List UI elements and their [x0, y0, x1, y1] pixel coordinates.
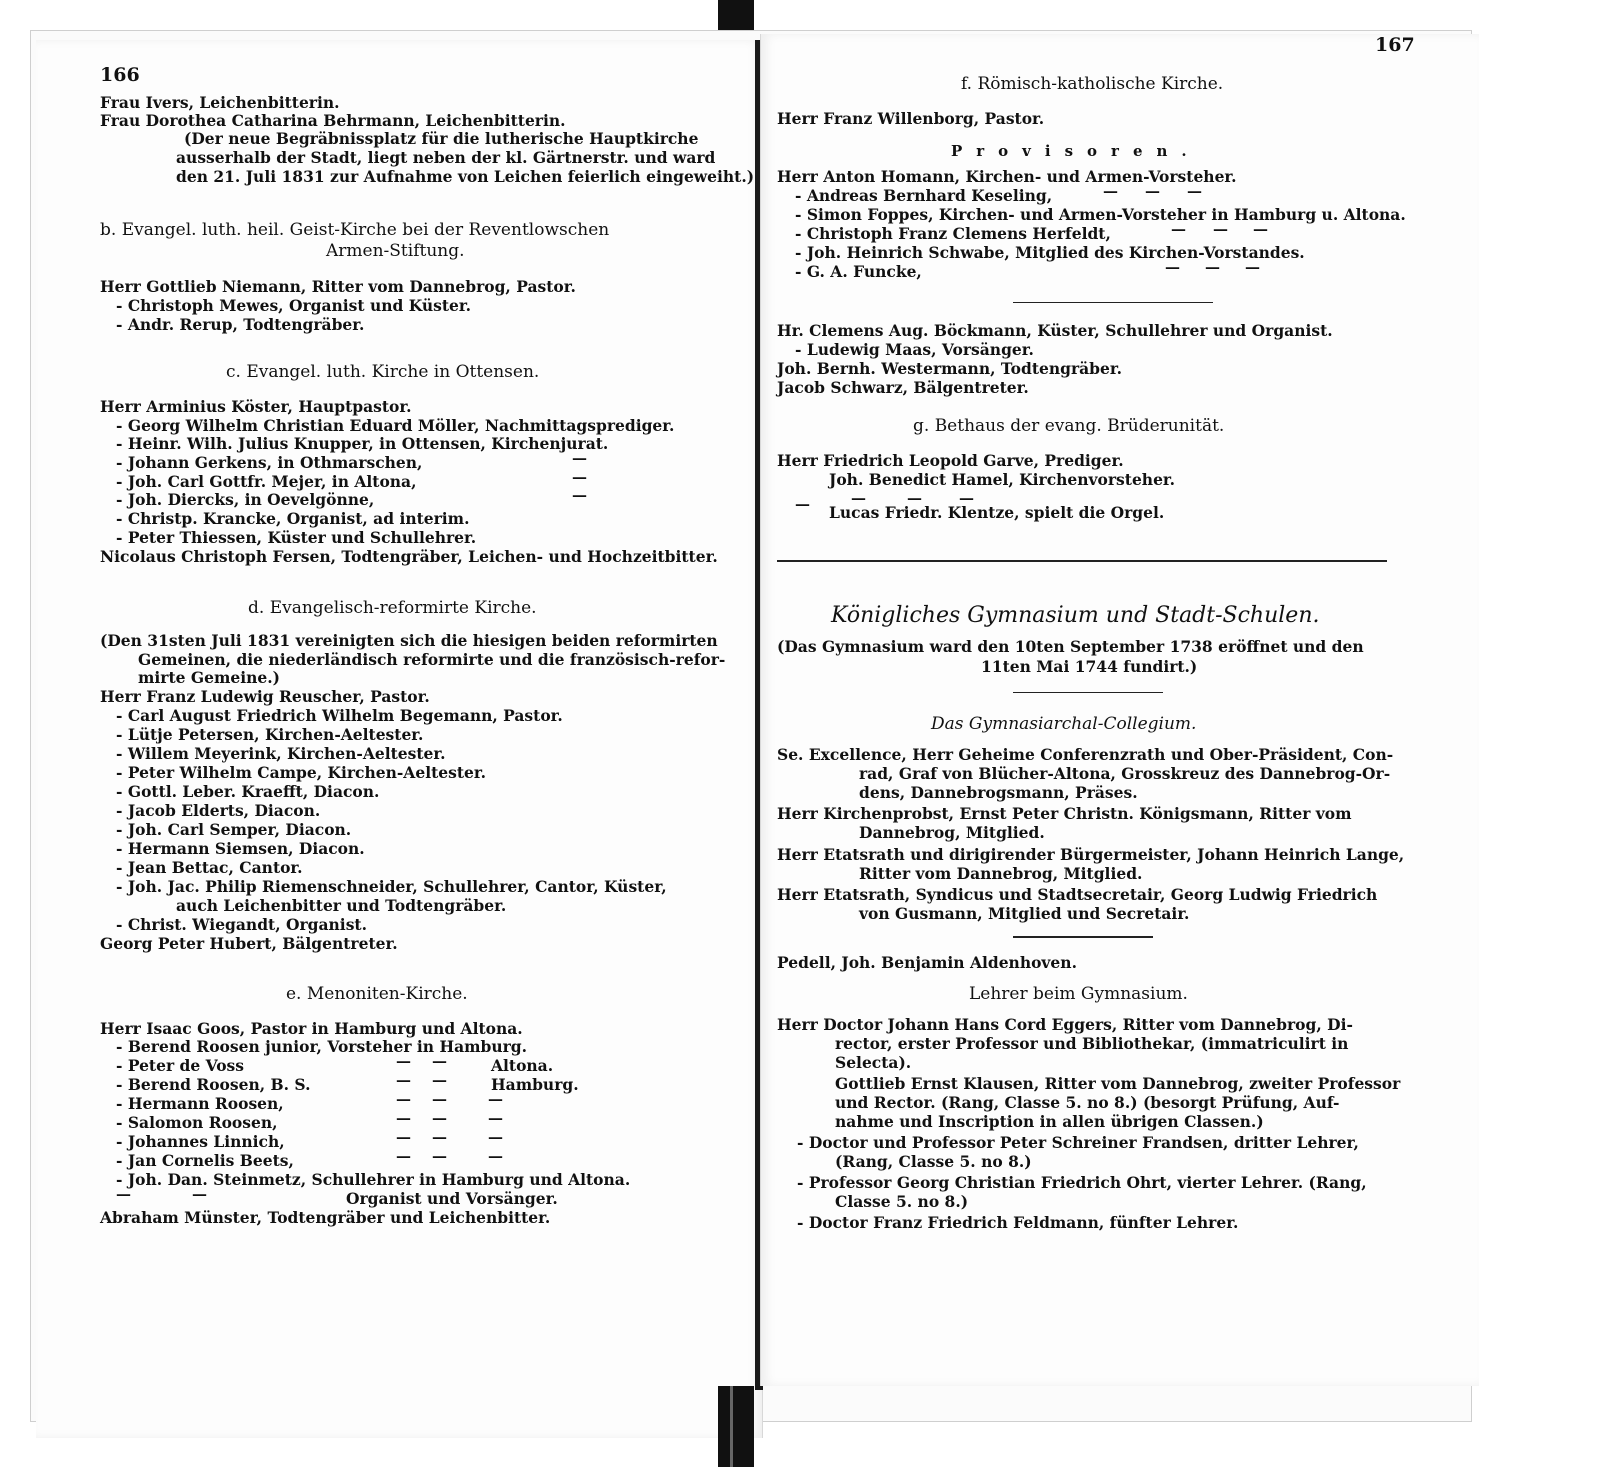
- entry: - Joh. Diercks, in Oevelgönne,: [116, 490, 375, 509]
- text-line: (Der neue Begräbnissplatz für die lutherische Hauptkirche: [184, 129, 699, 148]
- ditto-mark: —: [572, 486, 587, 504]
- entry: - Andreas Bernhard Keseling,: [795, 186, 1053, 205]
- ditto-mark: —: [396, 1128, 411, 1146]
- entry: - Andr. Rerup, Todtengräber.: [116, 315, 365, 334]
- text-line: Frau Ivers, Leichenbitterin.: [100, 93, 340, 112]
- entry: - Georg Wilhelm Christian Eduard Möller, Nachmittagsprediger.: [116, 416, 675, 435]
- entry: - Doctor und Professor Peter Schreiner Frandsen, dritter Lehrer,: [797, 1133, 1359, 1152]
- entry: Herr Doctor Johann Hans Cord Eggers, Ritter vom Dannebrog, Di-: [777, 1015, 1353, 1034]
- note-line: mirte Gemeine.): [138, 668, 280, 687]
- ditto-mark: —: [851, 489, 866, 507]
- entry: rad, Graf von Blücher-Altona, Grosskreuz des Dannebrog-Or-: [859, 764, 1391, 783]
- entry: Herr Etatsrath und dirigirender Bürgermeister, Johann Heinrich Lange,: [777, 845, 1405, 864]
- entry: - Jean Bettac, Cantor.: [116, 858, 303, 877]
- entry: - Hermann Roosen,: [116, 1094, 284, 1113]
- entry: - Salomon Roosen,: [116, 1113, 278, 1132]
- entry: Classe 5. no 8.): [835, 1192, 969, 1211]
- entry: - Johann Gerkens, in Othmarschen,: [116, 453, 423, 472]
- ditto-mark: —: [1205, 258, 1220, 276]
- entry: Herr Gottlieb Niemann, Ritter vom Dannebrog, Pastor.: [100, 277, 576, 296]
- entry: Joh. Bernh. Westermann, Todtengräber.: [777, 359, 1122, 378]
- place-ditto: Altona.: [491, 1056, 554, 1075]
- entry: auch Leichenbitter und Todtengräber.: [176, 896, 507, 915]
- entry: - Joh. Dan. Steinmetz, Schullehrer in Hamburg und Altona.: [116, 1170, 631, 1189]
- ditto-mark: —: [1213, 220, 1228, 238]
- section-heading: g. Bethaus der evang. Brüderunität.: [913, 416, 1225, 436]
- page-number: 166: [100, 64, 140, 86]
- ditto-mark: —: [1253, 220, 1268, 238]
- entry: - G. A. Funcke,: [795, 262, 922, 281]
- entry: Herr Anton Homann, Kirchen- und Armen-Vorsteher.: [777, 167, 1237, 186]
- text-line: den 21. Juli 1831 zur Aufnahme von Leichen feierlich eingeweiht.): [176, 167, 755, 186]
- ditto-mark: —: [432, 1109, 447, 1127]
- ditto-mark: —: [1145, 182, 1160, 200]
- entry: - Christoph Franz Clemens Herfeldt,: [795, 224, 1111, 243]
- entry: (Rang, Classe 5. no 8.): [835, 1152, 1032, 1171]
- entry: Organist und Vorsänger.: [346, 1189, 558, 1208]
- entry: Herr Etatsrath, Syndicus und Stadtsecretair, Georg Ludwig Friedrich: [777, 885, 1378, 904]
- divider: [1013, 692, 1163, 693]
- note-line: (Das Gymnasium ward den 10ten September 1738 eröffnet und den: [777, 637, 1364, 656]
- entry: - Willem Meyerink, Kirchen-Aeltester.: [116, 744, 446, 763]
- entry: - Berend Roosen, B. S.: [116, 1075, 311, 1094]
- left-page: [36, 40, 763, 1438]
- text-line: ausserhalb der Stadt, liegt neben der kl. Gärtnerstr. und ward: [176, 148, 716, 167]
- entry: Herr Isaac Goos, Pastor in Hamburg und Altona.: [100, 1019, 523, 1038]
- entry: - Jan Cornelis Beets,: [116, 1151, 294, 1170]
- ditto-mark: —: [432, 1052, 447, 1070]
- ditto-mark: —: [432, 1147, 447, 1165]
- subheading: Provisoren.: [951, 142, 1201, 160]
- entry: Gottlieb Ernst Klausen, Ritter vom Dannebrog, zweiter Professor: [835, 1074, 1401, 1093]
- ditto-mark: —: [396, 1147, 411, 1165]
- entry: Hr. Clemens Aug. Böckmann, Küster, Schullehrer und Organist.: [777, 321, 1333, 340]
- ditto-mark: —: [572, 468, 587, 486]
- entry: Abraham Münster, Todtengräber und Leichenbitter.: [100, 1208, 551, 1227]
- ditto-mark: —: [795, 495, 810, 513]
- entry: - Christoph Mewes, Organist und Küster.: [116, 296, 472, 315]
- entry: - Joh. Heinrich Schwabe, Mitglied des Kirchen-Vorstandes.: [795, 243, 1305, 262]
- ditto-mark: —: [432, 1128, 447, 1146]
- ditto-mark: —: [192, 1185, 207, 1203]
- note-line: Gemeinen, die niederländisch reformirte und die französisch-refor-: [138, 650, 726, 669]
- entry: Selecta).: [835, 1053, 912, 1072]
- entry: - Joh. Jac. Philip Riemenschneider, Schullehrer, Cantor, Küster,: [116, 877, 667, 896]
- ditto-mark: —: [488, 1128, 503, 1146]
- entry: - Lütje Petersen, Kirchen-Aeltester.: [116, 725, 424, 744]
- ditto-mark: —: [1165, 258, 1180, 276]
- entry: - Peter Thiessen, Küster und Schullehrer.: [116, 528, 477, 547]
- entry: - Peter de Voss: [116, 1056, 245, 1075]
- entry: Herr Franz Willenborg, Pastor.: [777, 109, 1045, 128]
- entry: - Joh. Carl Gottfr. Mejer, in Altona,: [116, 472, 417, 491]
- entry: dens, Dannebrogsmann, Präses.: [859, 783, 1138, 802]
- ditto-mark: —: [432, 1071, 447, 1089]
- entry: - Christ. Wiegandt, Organist.: [116, 915, 367, 934]
- ditto-mark: —: [1245, 258, 1260, 276]
- ditto-mark: —: [1187, 182, 1202, 200]
- entry: - Christp. Krancke, Organist, ad interim.: [116, 509, 470, 528]
- page-number: 167: [1375, 34, 1415, 56]
- entry: Se. Excellence, Herr Geheime Conferenzrath und Ober-Präsident, Con-: [777, 745, 1394, 764]
- section-heading: d. Evangelisch-reformirte Kirche.: [248, 598, 537, 618]
- place-ditto: Hamburg.: [491, 1075, 579, 1094]
- entry: - Hermann Siemsen, Diacon.: [116, 839, 365, 858]
- ditto-mark: —: [488, 1109, 503, 1127]
- ditto-mark: —: [488, 1147, 503, 1165]
- ditto-mark: —: [959, 489, 974, 507]
- binding-bottom: [718, 1386, 754, 1467]
- entry: rector, erster Professor und Bibliothekar, (immatriculirt in: [835, 1034, 1349, 1053]
- ditto-mark: —: [432, 1090, 447, 1108]
- note-line: 11ten Mai 1744 fundirt.): [981, 657, 1198, 676]
- entry: - Gottl. Leber. Kraefft, Diacon.: [116, 782, 380, 801]
- right-page: [760, 34, 1479, 1386]
- ditto-mark: —: [396, 1071, 411, 1089]
- section-heading: Armen-Stiftung.: [326, 241, 465, 261]
- ditto-mark: —: [907, 489, 922, 507]
- entry: - Johannes Linnich,: [116, 1132, 285, 1151]
- ditto-mark: —: [572, 449, 587, 467]
- entry: Herr Franz Ludewig Reuscher, Pastor.: [100, 687, 430, 706]
- entry: - Heinr. Wilh. Julius Knupper, in Ottensen, Kirchenjurat.: [116, 434, 609, 453]
- entry: - Jacob Elderts, Diacon.: [116, 801, 321, 820]
- entry: nahme und Inscription in allen übrigen Classen.): [835, 1112, 1264, 1131]
- entry: von Gusmann, Mitglied und Secretair.: [859, 904, 1190, 923]
- entry: Ritter vom Dannebrog, Mitglied.: [859, 864, 1143, 883]
- entry: Joh. Benedict Hamel, Kirchenvorsteher.: [829, 470, 1176, 489]
- entry: Georg Peter Hubert, Bälgentreter.: [100, 934, 398, 953]
- divider: [1013, 302, 1213, 303]
- entry: - Simon Foppes, Kirchen- und Armen-Vorsteher in Hamburg u. Altona.: [795, 205, 1406, 224]
- entry: Jacob Schwarz, Bälgentreter.: [777, 378, 1029, 397]
- chapter-title: Königliches Gymnasium und Stadt-Schulen.: [831, 603, 1320, 628]
- ditto-mark: —: [396, 1090, 411, 1108]
- entry: Herr Kirchenprobst, Ernst Peter Christn. Königsmann, Ritter vom: [777, 804, 1352, 823]
- entry: - Carl August Friedrich Wilhelm Begemann, Pastor.: [116, 706, 563, 725]
- entry: Dannebrog, Mitglied.: [859, 823, 1045, 842]
- ditto-mark: —: [1103, 182, 1118, 200]
- entry: Herr Arminius Köster, Hauptpastor.: [100, 397, 412, 416]
- entry: und Rector. (Rang, Classe 5. no 8.) (besorgt Prüfung, Auf-: [835, 1093, 1340, 1112]
- entry: Pedell, Joh. Benjamin Aldenhoven.: [777, 953, 1077, 972]
- entry: Lucas Friedr. Klentze, spielt die Orgel.: [829, 503, 1165, 522]
- section-heading: f. Römisch-katholische Kirche.: [961, 74, 1224, 94]
- entry: - Professor Georg Christian Friedrich Ohrt, vierter Lehrer. (Rang,: [797, 1173, 1367, 1192]
- entry: - Doctor Franz Friedrich Feldmann, fünfter Lehrer.: [797, 1213, 1239, 1232]
- entry: - Joh. Carl Semper, Diacon.: [116, 820, 352, 839]
- entry: Nicolaus Christoph Fersen, Todtengräber, Leichen- und Hochzeitbitter.: [100, 547, 718, 566]
- section-heading: c. Evangel. luth. Kirche in Ottensen.: [226, 362, 540, 382]
- ditto-mark: —: [488, 1090, 503, 1108]
- ditto-mark: —: [1171, 220, 1186, 238]
- entry: - Peter Wilhelm Campe, Kirchen-Aeltester.: [116, 763, 486, 782]
- subsection-heading: Das Gymnasiarchal-Collegium.: [931, 714, 1197, 734]
- note-line: (Den 31sten Juli 1831 vereinigten sich die hiesigen beiden reformirten: [100, 631, 718, 650]
- entry: Herr Friedrich Leopold Garve, Prediger.: [777, 451, 1124, 470]
- text-line: Frau Dorothea Catharina Behrmann, Leichenbitterin.: [100, 111, 566, 130]
- ditto-mark: —: [396, 1052, 411, 1070]
- entry: - Ludewig Maas, Vorsänger.: [795, 340, 1034, 359]
- section-heading: e. Menoniten-Kirche.: [286, 984, 468, 1004]
- ditto-mark: —: [396, 1109, 411, 1127]
- entry: - Berend Roosen junior, Vorsteher in Hamburg.: [116, 1037, 528, 1056]
- divider: [777, 560, 1387, 562]
- section-heading: b. Evangel. luth. heil. Geist-Kirche bei der Reventlowschen: [100, 220, 610, 240]
- subsection-heading: Lehrer beim Gymnasium.: [969, 984, 1188, 1004]
- divider: [1013, 936, 1153, 938]
- ditto-mark: —: [116, 1185, 131, 1203]
